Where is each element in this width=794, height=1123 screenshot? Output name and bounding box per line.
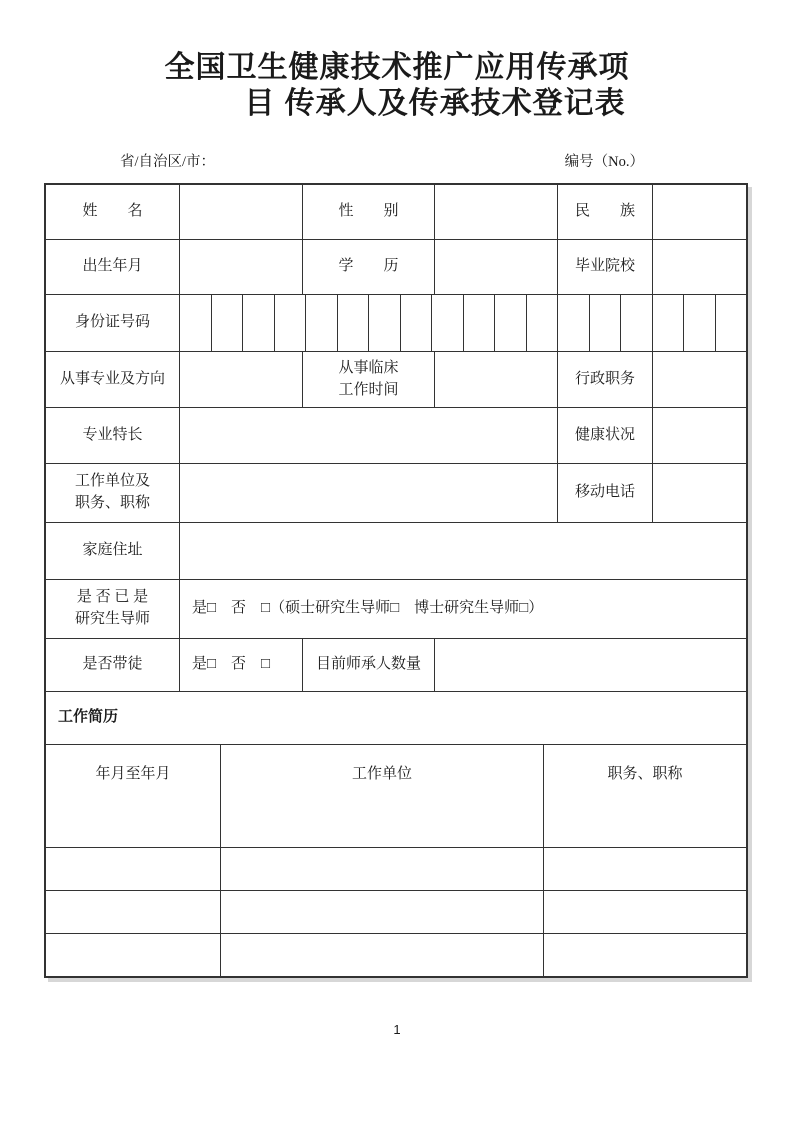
work-history-row bbox=[46, 890, 746, 933]
form-title bbox=[0, 50, 794, 122]
id-digit-cell bbox=[337, 295, 369, 351]
work-unit-label-line1: 工作单位及 bbox=[74, 473, 150, 490]
work-history-empty-cell bbox=[220, 934, 543, 976]
ethnicity-value-cell bbox=[652, 185, 746, 239]
clinical-time-label-cell bbox=[302, 352, 434, 407]
row-home-address bbox=[46, 522, 746, 579]
work-history-header-row bbox=[46, 744, 746, 805]
meta-row bbox=[44, 150, 744, 171]
id-number-cells bbox=[179, 295, 746, 351]
mobile-label-cell: 移动电话 bbox=[557, 464, 652, 522]
page-number: 1 bbox=[393, 1022, 401, 1037]
name-value-cell bbox=[179, 185, 302, 239]
supervisor-options-cell: 是□ 否 □（硕士研究生导师□ 博士研究生导师□） bbox=[179, 580, 746, 638]
supervisor-label-line2: 研究生导师 bbox=[74, 611, 150, 627]
id-digit-cell bbox=[368, 295, 400, 351]
admin-post-value-cell bbox=[652, 352, 746, 407]
address-label-cell: 家庭住址 bbox=[82, 542, 143, 559]
row-id-number bbox=[46, 294, 746, 351]
work-history-section-title: 工作简历 bbox=[58, 709, 119, 726]
work-history-header-period: 年月至年月 bbox=[95, 766, 171, 783]
work-history-row bbox=[46, 933, 746, 976]
id-digit-cell bbox=[683, 295, 715, 351]
work-history-row bbox=[46, 805, 746, 847]
name-label-cell: 姓 名 bbox=[82, 203, 143, 220]
id-digit-cell bbox=[400, 295, 432, 351]
gender-value-cell bbox=[434, 185, 557, 239]
work-history-empty-rows bbox=[46, 805, 746, 976]
apprentice-label-cell: 是否带徒 bbox=[82, 656, 143, 673]
row-apprentice bbox=[46, 638, 746, 691]
work-unit-label-line2: 职务、职称 bbox=[74, 495, 150, 511]
work-history-empty-cell bbox=[220, 848, 543, 890]
apprentice-options-cell: 是□ 否 □ bbox=[179, 639, 302, 691]
work-history-empty-cell bbox=[543, 805, 746, 847]
id-digit-cell bbox=[431, 295, 463, 351]
mobile-value-cell bbox=[652, 464, 746, 522]
birth-date-label-cell: 出生年月 bbox=[82, 258, 143, 275]
row-workunit-mobile bbox=[46, 463, 746, 522]
gender-label-cell: 性 别 bbox=[302, 185, 434, 239]
work-history-empty-cell bbox=[46, 934, 220, 976]
apprentice-count-label-cell: 目前师承人数量 bbox=[302, 639, 434, 691]
id-digit-cell bbox=[494, 295, 526, 351]
work-history-row bbox=[46, 847, 746, 890]
form-title-line2: 目 传承人及传承技术登记表 bbox=[244, 87, 626, 120]
school-value-cell bbox=[652, 240, 746, 294]
work-history-empty-cell bbox=[220, 805, 543, 847]
work-unit-value-cell bbox=[179, 464, 557, 522]
row-name-gender-ethnicity bbox=[46, 185, 746, 239]
id-digit-cell bbox=[463, 295, 495, 351]
row-specialty-health bbox=[46, 407, 746, 463]
row-profession-clinical-admin bbox=[46, 351, 746, 407]
clinical-time-value-cell bbox=[434, 352, 557, 407]
education-value-cell bbox=[434, 240, 557, 294]
health-value-cell bbox=[652, 408, 746, 463]
admin-post-label-cell: 行政职务 bbox=[557, 352, 652, 407]
profession-label-cell: 从事专业及方向 bbox=[59, 370, 165, 387]
work-history-header-unit: 工作单位 bbox=[220, 745, 543, 805]
school-label-cell: 毕业院校 bbox=[557, 240, 652, 294]
id-digit-cell bbox=[211, 295, 243, 351]
work-history-empty-cell bbox=[543, 934, 746, 976]
registration-table bbox=[44, 183, 748, 978]
id-digit-cell bbox=[715, 295, 747, 351]
supervisor-label-cell bbox=[46, 580, 179, 638]
id-digit-cell bbox=[274, 295, 306, 351]
apprentice-count-value-cell bbox=[434, 639, 746, 691]
work-unit-label-cell bbox=[46, 464, 179, 522]
id-digit-cell bbox=[620, 295, 652, 351]
number-label: 编号（No.） bbox=[564, 154, 644, 170]
form-title-line1: 全国卫生健康技术推广应用传承项 bbox=[164, 51, 630, 84]
id-digit-cell bbox=[589, 295, 621, 351]
ethnicity-label-cell: 民 族 bbox=[557, 185, 652, 239]
profession-value-cell bbox=[179, 352, 302, 407]
supervisor-label-line1: 是 否 已 是 bbox=[76, 589, 149, 606]
education-label-cell: 学 历 bbox=[302, 240, 434, 294]
row-work-history-section bbox=[46, 691, 746, 744]
specialty-label-cell: 专业特长 bbox=[82, 426, 143, 443]
work-history-header-title: 职务、职称 bbox=[543, 745, 746, 805]
work-history-empty-cell bbox=[543, 891, 746, 933]
work-history-empty-cell bbox=[46, 891, 220, 933]
clinical-time-label-line1: 从事临床 bbox=[338, 359, 399, 376]
row-graduate-supervisor bbox=[46, 579, 746, 638]
clinical-time-label-line2: 工作时间 bbox=[338, 381, 399, 398]
birth-date-value-cell bbox=[179, 240, 302, 294]
id-digit-cell bbox=[305, 295, 337, 351]
health-label-cell: 健康状况 bbox=[557, 408, 652, 463]
id-digit-cell bbox=[526, 295, 558, 351]
specialty-value-cell bbox=[179, 408, 557, 463]
id-digit-cell bbox=[652, 295, 684, 351]
id-digit-cell bbox=[180, 295, 211, 351]
id-number-label-cell: 身份证号码 bbox=[74, 314, 150, 331]
address-value-cell bbox=[179, 523, 746, 579]
work-history-empty-cell bbox=[543, 848, 746, 890]
row-birth-education-school bbox=[46, 239, 746, 294]
work-history-empty-cell bbox=[46, 848, 220, 890]
id-digit-cell bbox=[242, 295, 274, 351]
work-history-empty-cell bbox=[220, 891, 543, 933]
region-label: 省/自治区/市： bbox=[120, 154, 216, 170]
work-history-empty-cell bbox=[46, 805, 220, 847]
id-digit-cell bbox=[557, 295, 589, 351]
